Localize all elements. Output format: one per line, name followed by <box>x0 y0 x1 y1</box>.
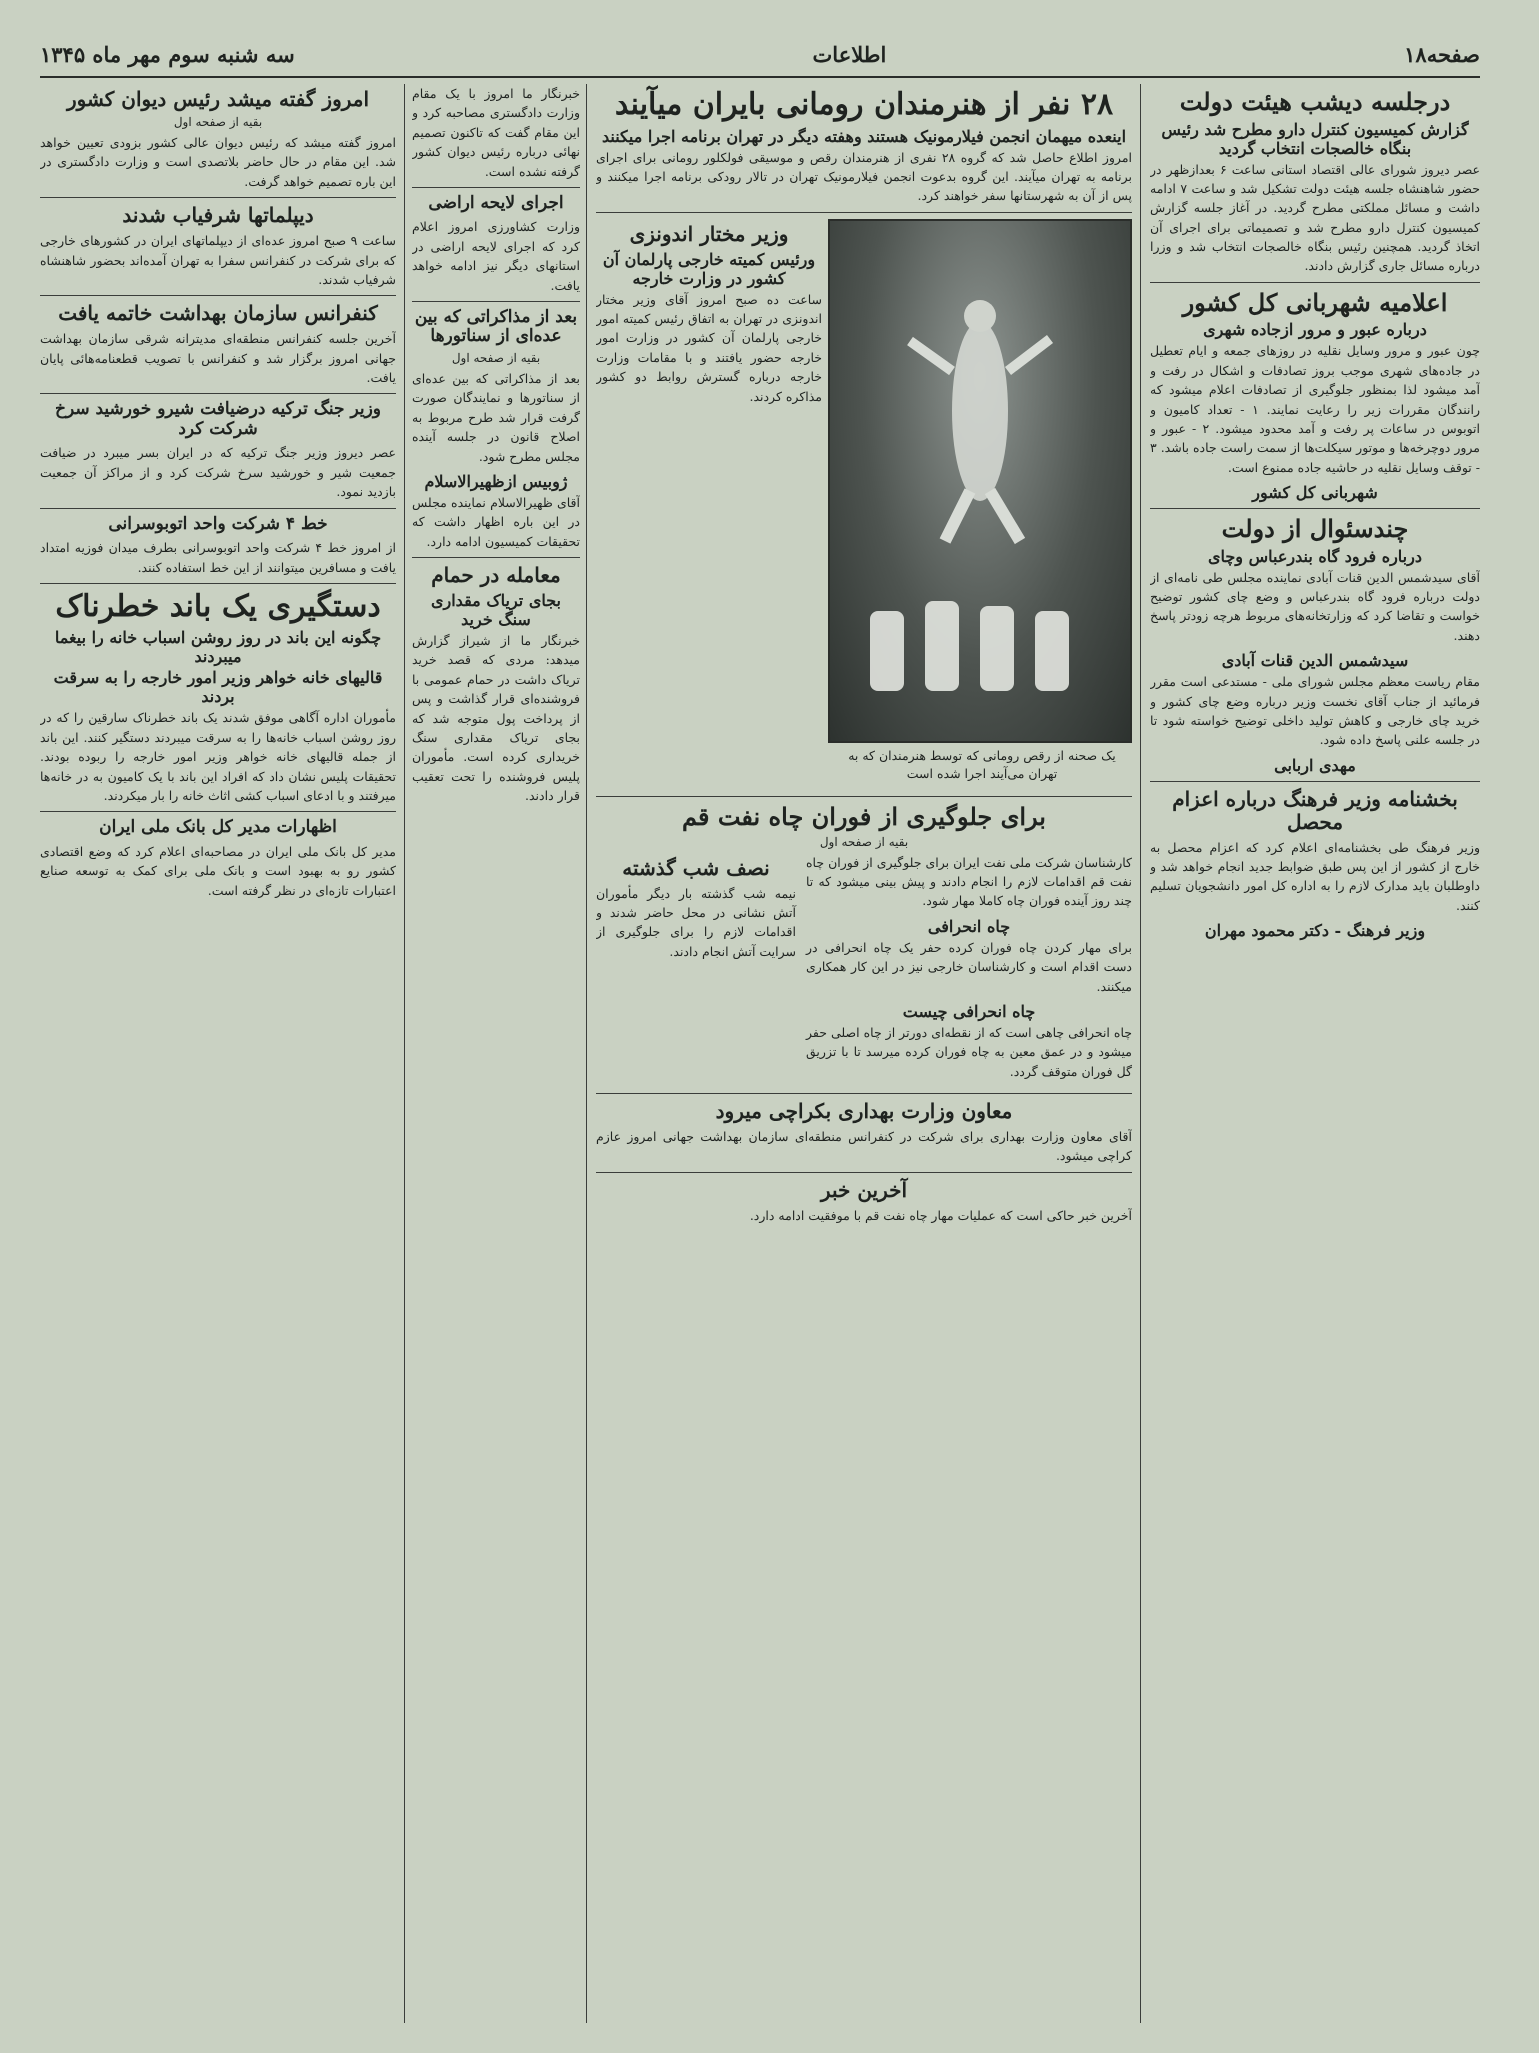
article-latest: آخرین خبر حاکی است که عملیات مهار چاه نفت قم با موفقیت ادامه دارد. <box>749 1207 1132 1223</box>
article-zahir: آقای ظهیرالاسلام نماینده مجلس در این باره اظهار داشت که تحقیقات کمیسیون ادامه دارد. <box>412 494 580 549</box>
subheadline-gang: چگونه این باند در روز روشن اسباب خانه را بیغما میبردند <box>54 628 382 667</box>
masthead <box>40 36 1480 72</box>
article-turkey: عصر دیروز وزیر جنگ ترکیه که در ایران بسر میبرد در ضیافت جمعیت شیر و خورشید سرخ شرکت کرد و از مراکز آن جمعیت بازدید نمود. <box>40 445 396 500</box>
column-4 <box>412 84 580 2023</box>
divider <box>596 1172 1132 1173</box>
masthead-rule <box>40 76 1480 78</box>
subheadline-cabinet: گزارش کمیسیون کنترل دارو مطرح شد رئیس بنگاه خالصجات انتخاب گردید <box>1161 119 1469 158</box>
photo-caption: یک صحنه از رقص رومانی که توسط هنرمندان که به تهران می‌آیند اجرا شده است <box>848 747 1116 782</box>
column-3 <box>40 84 396 2023</box>
headline-culture: بخشنامه وزیر فرهنگ درباره اعزام محصل <box>1172 786 1458 834</box>
subheadline-gang-2: قالیهای خانه خواهر وزیر امور خارجه را به سرقت بردند <box>53 668 383 707</box>
continued-note: بقیه از صفحه اول <box>819 834 909 849</box>
column-divider <box>586 84 587 2023</box>
article-deviation-well: برای مهار کردن چاه فوران کرده حفر یک چاه انحرافی در دست اقدام است و کارشناسان خارجی نیز در این کار همکاری میکنند. <box>806 939 1132 994</box>
headline-diplomats: دیپلماتها شرفیاب شدند <box>122 203 314 228</box>
divider <box>40 393 396 394</box>
article-indonesia: ساعت ده صبح امروز آقای وزیر مختار اندونزی در تهران به اتفاق رئیس کمیته امور خارجی پارلمان آن کشور در وزارت امور خارجه حضور یافتند و با مقامات وزارت خارجه درباره گسترش روابط دو کشور مذاکره کردند. <box>596 291 822 404</box>
issue-date: سه شنبه سوم مهر ماه ۱۳۴۵ <box>40 41 295 67</box>
headline-health-karachi: معاون وزارت بهداری بکراچی میرود <box>715 1099 1013 1124</box>
column-divider <box>404 84 405 2023</box>
article-health-conf: آخرین جلسه کنفرانس منطقه‌ای مدیترانه شرقی سازمان بهداشت جهانی امروز برگزار شد و کنفرانس با تصویب قطعنامه‌هائی پایان یافت. <box>40 331 396 385</box>
subhead-what-is: چاه انحرافی چیست <box>902 1001 1036 1021</box>
headline-turkey: وزیر جنگ ترکیه درضیافت شیرو خورشید سرخ شرکت کرد <box>54 399 382 439</box>
continued-note: بقیه از صفحه اول <box>173 115 263 129</box>
article-last-night: نیمه شب گذشته بار دیگر مأموران آتش نشانی در محل حاضر شدند و اقدامات لازم را برای جلوگیری از سرایت آتش انجام دادند. <box>596 885 796 959</box>
dance-photo <box>828 219 1132 743</box>
subheadline-questions: درباره فرود گاه بندرعباس وچای <box>1208 546 1422 566</box>
divider <box>596 1093 1132 1094</box>
article-health-karachi: آقای معاون وزارت بهداری برای شرکت در کنفرانس منطقه‌ای سازمان بهداشت جهانی امروز عازم کراچی میشود. <box>596 1129 1132 1164</box>
divider <box>40 811 396 812</box>
divider <box>1150 508 1480 509</box>
headline-last-night: نصف شب گذشته <box>622 855 770 880</box>
column-divider <box>1140 84 1141 2023</box>
headline-land-bill: اجرای لایحه اراضی <box>428 192 564 213</box>
divider <box>1150 282 1480 283</box>
article-court: امروز گفته میشد که رئیس دیوان عالی کشور بزودی تعیین خواهد شد. این مقام در حال حاضر بلاتصدی است و وزارت دادگستری در این باره تصمیم خواهد گرفت. <box>40 135 396 189</box>
article-oil-well: کارشناسان شرکت ملی نفت ایران برای جلوگیری از فوران چاه نفت قم اقدامات لازم را انجام دادند و پیش بینی میشود که تا چند روز آینده فوران چاه کاملا مهار شود. <box>806 854 1132 909</box>
headline-bathhouse: معامله در حمام <box>431 563 561 588</box>
article-romania: امروز اطلاع حاصل شد که گروه ۲۸ نفری از هنرمندان رقص و موسیقی فولکلور رومانی برای اجرای برنامه به تهران میآیند. این گروه بدعوت انجمن فیلارمونیک تهران در تالار رودکی برنامه اجرا میکنند و پس از آن به شهرستانها سفر خواهند کرد. <box>596 149 1132 204</box>
divider <box>412 187 580 188</box>
article-what-is: چاه انحرافی چاهی است که از نقطه‌ای دورتر از چاه اصلی حفر میشود و در عمق معین به چاه فوران کرده میرسد تا با تزریق گل فوران متوقف گردد. <box>806 1024 1132 1079</box>
headline-senators: بعد از مذاکراتی که بین عده‌ای از سناتورها <box>414 306 578 347</box>
article-bus-line: از امروز خط ۴ شرکت واحد اتوبوسرانی بطرف میدان فوزیه امتداد یافت و مسافرین میتوانند از این خط استفاده کنند. <box>40 540 396 575</box>
article-bathhouse: خبرنگار ما از شیراز گزارش میدهد: مردی که قصد خرید تریاک داشت در حمام عمومی با فروشنده‌ای قرار گذاشت و پس از پرداخت پول متوجه شد که بجای تریاک مقداری سنگ خریداری کرده است. مأموران پلیس فروشنده را تحت تعقیب قرار دادند. <box>412 633 580 804</box>
divider <box>596 796 1132 797</box>
article-court-cont: خبرنگار ما امروز با یک مقام وزارت دادگستری مصاحبه کرد و این مقام گفت که تاکنون تصمیم نهائی درباره رئیس دیوان کشور گرفته نشده است. <box>412 86 580 179</box>
headline-bus-line: خط ۴ شرکت واحد اتوبوسرانی <box>108 513 328 534</box>
headline-romania: ۲۸ نفر از هنرمندان رومانی بایران میآیند <box>614 87 1114 122</box>
divider <box>40 508 396 509</box>
headline-questions: چندسئوال از دولت <box>1221 514 1409 544</box>
headline-gang: دستگیری یک باند خطرناک <box>55 588 381 624</box>
article-bank: مدیر کل بانک ملی ایران در مصاحبه‌ای اعلام کرد که وضع اقتصادی کشور رو به بهبود است و بانک ملی برای کمک به توسعه صنایع اعتبارات تازه‌ای در نظر گرفته است. <box>40 843 396 898</box>
subheadline-bathhouse: بجای تریاک مقداری سنگ خرید <box>430 591 561 630</box>
article-land-bill: وزارت کشاورزی امروز اعلام کرد که اجرای لایحه اراضی در استانهای دیگر نیز ادامه خواهد یافت. <box>412 219 580 293</box>
article-culture: وزیر فرهنگ طی بخشنامه‌ای اعلام کرد که اعزام محصل به خارج از کشور از این پس طبق ضوابط جدید انجام خواهد شد و داوطلبان باید مدارک لازم را به اداره کل امور دانشجویان تسلیم کنند. <box>1150 839 1480 913</box>
headline-health-conf: کنفرانس سازمان بهداشت خاتمه یافت <box>58 301 378 326</box>
article-diplomats: ساعت ۹ صبح امروز عده‌ای از دیپلماتهای ایران در کشورهای خارجی که برای شرکت در کنفرانس سفرا به تهران آمده‌اند بحضور شاهنشاه شرفیاب شدند. <box>40 233 396 287</box>
subheadline-romania: اینعده میهمان انجمن فیلارمونیک هستند وهفته دیگر در تهران برنامه اجرا میکنند <box>601 126 1127 146</box>
newspaper-name: اطلاعات <box>812 41 887 67</box>
continued-note: بقیه از صفحه اول <box>451 351 541 366</box>
headline-cabinet: درجلسه دیشب هیئت دولت <box>1179 87 1451 116</box>
subhead-deviation-well: چاه انحرافی <box>927 916 1011 936</box>
headline-indonesia: وزیر مختار اندونزی <box>629 221 789 246</box>
headline-latest: آخرین خبر <box>820 1177 908 1202</box>
headline-bank: اظهارات مدیر کل بانک ملی ایران <box>99 817 337 838</box>
divider <box>412 301 580 302</box>
questions-signatory-2: مهدی اربابی <box>1274 755 1356 775</box>
subheadline-police: درباره عبور و مرور ازجاده شهری <box>1203 320 1427 340</box>
culture-signatory: وزیر فرهنگ - دکتر محمود مهران <box>1204 921 1426 941</box>
divider <box>412 557 580 558</box>
signature-police: شهربانی کل کشور <box>1252 483 1378 503</box>
column-1 <box>1150 84 1480 2023</box>
headline-court: امروز گفته میشد رئیس دیوان کشور <box>66 87 370 111</box>
headline-police: اعلامیه شهربانی کل کشور <box>1182 287 1448 317</box>
article-questions: آقای سیدشمس الدین قنات آبادی نماینده مجلس طی نامه‌ای از دولت درباره فرود گاه بندرعباس و وضع چای کشور توضیح خواست و تقاضا کرد که وزارتخانه‌های مربوط هرچه زودتر پاسخ دهند. <box>1150 569 1480 643</box>
page-number: صفحه۱۸ <box>1404 41 1480 67</box>
article-cabinet: عصر دیروز شورای عالی اقتصاد استانی ساعت ۶ بعدازظهر در حضور شاهنشاه جلسه هیئت دولت تشکیل شد و ساعت ۷ ادامه داشت و مسائل مملکتی مطرح گردید. در آغاز جلسه گزارش کمیسیون کنترل دارو مطرح شد و تصمیماتی برای اجرای آن اتخاذ گردید. همچنین رئیس بنگاه خالصجات انتخاب شد و وزرا درباره مسائل جاری گزارش دادند. <box>1150 161 1480 274</box>
divider <box>40 295 396 296</box>
divider <box>40 583 396 584</box>
article-police: چون عبور و مرور وسایل نقلیه در روزهای جمعه و ایام تعطیل در جاده‌های شهری موجب بروز تصادفات و اشکال در رفت و آمد میشود لذا بمنظور جلوگیری از تصادفات اعلام میشود که رانندگان مقررات زیر را رعایت نمایند. ۱ - تعداد کامیون و اتوبوس در ساعات پر رفت و آمد محدود میشود. ۲ - عبور و مرور دوچرخه‌ها و موتور سیکلت‌ها از سمت راست جاده باشد. ۳ - توقف وسایل نقلیه در حاشیه جاده ممنوع است. <box>1150 343 1480 475</box>
column-2 <box>596 84 1132 2023</box>
questions-signatory: سیدشمس الدین قنات آبادی <box>1221 651 1409 671</box>
divider <box>1150 781 1480 782</box>
subhead-zahir: ژوبیس ازظهیرالاسلام <box>424 471 568 491</box>
divider <box>40 197 396 198</box>
article-gang: مأموران اداره آگاهی موفق شدند یک باند خطرناک سارقین را که در روز روشن اسباب خانه‌ها را به سرقت میبردند دستگیر کنند. این باند از جمله قالیهای خانه خواهر وزیر امور خارجه را ربوده بودند. تحقیقات پلیس نشان داد که افراد این باند با یک کامیون به در خانه‌ها میرفتند و با ادعای اسباب کشی اثاث خانه را بار میکردند. <box>40 710 396 803</box>
subheadline-indonesia: ورئیس کمیته خارجی پارلمان آن کشور در وزارت خارجه <box>602 249 816 288</box>
article-senators: بعد از مذاکراتی که بین عده‌ای از سناتورها و نمایندگان صورت گرفت قرار شد طرح مربوط به اصلاح قانون در جلسه آینده مجلس مطرح شود. <box>412 371 580 464</box>
divider <box>596 212 1132 213</box>
article-questions-2: مقام ریاست معظم مجلس شورای ملی - مستدعی است مقرر فرمائید از جناب آقای نخست وزیر درباره وضع چای کشور و خرید چای خارجی و کاهش تولید داخلی توضیح خواسته شود تا در جلسه علنی پاسخ داده شود. <box>1150 674 1480 748</box>
headline-oil-well: برای جلوگیری از فوران چاه نفت قم <box>682 802 1046 832</box>
